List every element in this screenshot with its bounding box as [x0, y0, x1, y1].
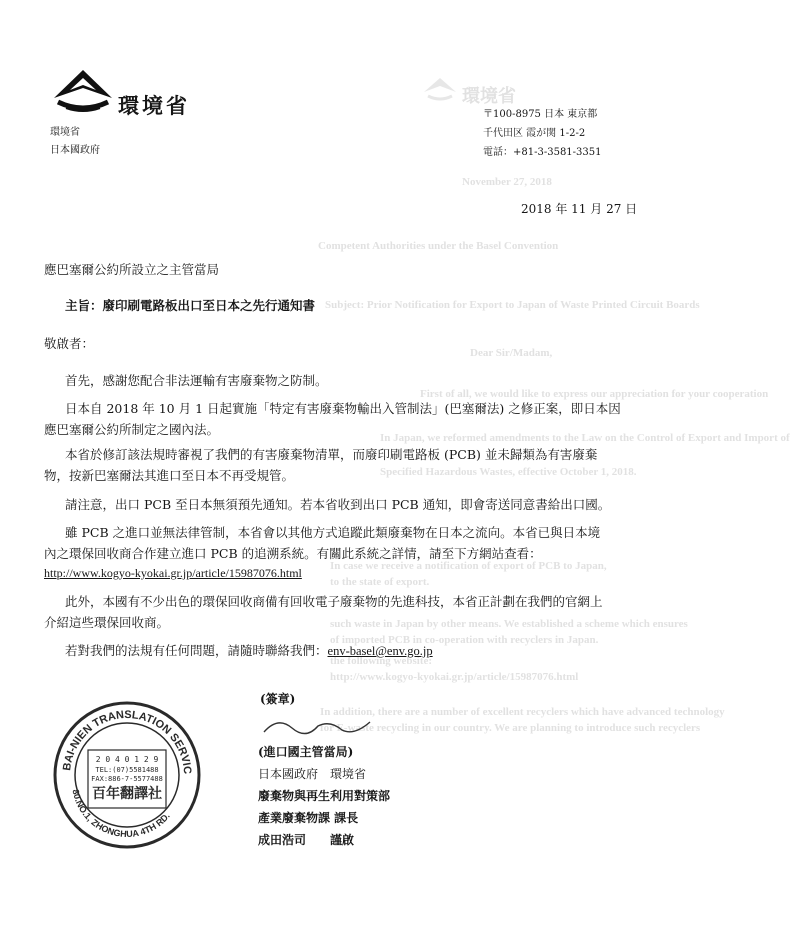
paragraph-4: 請注意，出口 PCB 至日本無須預先通知。若本省收到出口 PCB 通知，即會寄送同意書給出口國。 [65, 497, 611, 512]
ghost-line: http://www.kogyo-kyokai.gr.jp/article/15987076.html [330, 671, 579, 683]
recipient: 應巴塞爾公約所設立之主管當局 [44, 262, 220, 277]
contact-prompt: 若對我們的法規有任何問題，請隨時聯絡我們： [65, 643, 328, 658]
letter-date: 2018 年 11 月 27 日 [521, 202, 638, 216]
ghost-line: of imported PCB in co-operation with recyclers in Japan. [330, 634, 599, 646]
signature-line-4: 成田浩司 謹啟 [258, 833, 355, 847]
signature-line-1: 日本國政府 環境省 [258, 767, 367, 781]
paragraph-2-line-1: 日本自 2018 年 10 月 1 日起實施「特定有害廢棄物輸出入管制法」(巴塞爾法) 之修正案，即日本因 [65, 401, 621, 416]
ghost-recipient: Competent Authorities under the Basel Convention [318, 240, 559, 252]
signature-mark [258, 712, 378, 742]
ghost-salutation: Dear Sir/Madam, [470, 347, 553, 359]
ghost-line: In addition, there are a number of excellent recyclers which have advanced technology [320, 706, 725, 718]
phone-number: 電話：+81-3-3581-3351 [483, 147, 602, 158]
ghost-line: First of all, we would like to express our appreciation for your cooperation [420, 388, 769, 400]
signature-label: (簽章) [260, 692, 296, 706]
signature-line-2: 廢棄物與再生利用對策部 [258, 789, 391, 803]
sender-line-2: 日本國政府 [50, 145, 100, 156]
svg-text:TEL:(07)5581488: TEL:(07)5581488 [95, 766, 159, 774]
svg-text:80.NO.1, ZHONGHUA 4TH RD.: 80.NO.1, ZHONGHUA 4TH RD. [70, 788, 172, 840]
paragraph-6-line-2: 介紹這些環保回收商。 [44, 615, 170, 630]
ministry-logo-icon [52, 68, 114, 114]
subject-line: 主旨：廢印刷電路板出口至日本之先行通知書 [65, 298, 316, 313]
ghost-line: Specified Hazardous Wastes, effective October 1, 2018. [380, 466, 637, 478]
paragraph-1: 首先，感謝您配合非法運輸有害廢棄物之防制。 [65, 373, 328, 388]
paragraph-5-line-2: 內之環保回收商合作建立進口 PCB 的追溯系統。有關此系統之詳情，請至下方網站查看： [44, 546, 542, 561]
signature-authority: (進口國主管當局) [258, 745, 354, 759]
paragraph-7 [65, 640, 433, 662]
sender-line-1: 環境省 [50, 127, 80, 138]
paragraph-2-line-2: 應巴塞爾公約所制定之國內法。 [44, 422, 220, 437]
ghost-logo-word: 環境省 [462, 86, 516, 106]
signature-scribble-icon [258, 712, 378, 742]
translation-stamp [52, 700, 202, 850]
svg-text:2 0 4 0 1 2 9: 2 0 4 0 1 2 9 [95, 755, 159, 764]
ministry-name: 環境省 [118, 93, 190, 118]
address-street: 千代田区 霞が関 1-2-2 [483, 128, 586, 139]
ghost-date: November 27, 2018 [462, 176, 552, 188]
ghost-line: In case we receive a notification of export of PCB to Japan, [330, 560, 607, 572]
ghost-subject: Subject: Prior Notification for Export to Japan of Waste Printed Circuit Boards [325, 299, 700, 311]
svg-text:FAX:886-7-5577488: FAX:886-7-5577488 [91, 775, 163, 783]
ghost-line: In Japan, we reformed amendments to the Law on the Control of Export and Import of [380, 432, 790, 444]
svg-text:百年翻譯社: 百年翻譯社 [92, 786, 162, 802]
svg-text:BAI-NIEN TRANSLATION SERVICE: BAI-NIEN TRANSLATION SERVIC [61, 708, 194, 775]
paragraph-6-line-1: 此外，本國有不少出色的環保回收商備有回收電子廢棄物的先進科技，本省正計劃在我們的官網上 [65, 594, 603, 609]
salutation: 敬啟者： [44, 336, 95, 351]
paragraph-3-line-1: 本省於修訂該法規時審視了我們的有害廢棄物清單，而廢印刷電路板 (PCB) 並未歸類為有害廢棄 [65, 447, 598, 462]
paragraph-3-line-2: 物，按新巴塞爾法其進口至日本不再受規管。 [44, 468, 295, 483]
ghost-line: for E-waste recycling in our country. We are planning to introduce such recyclers [320, 722, 701, 734]
ghost-logo-icon [420, 72, 460, 106]
ghost-line: to the state of export. [330, 576, 430, 588]
paragraph-5-line-1: 雖 PCB 之進口並無法律管制，本省會以其他方式追蹤此類廢棄物在日本之流向。本省已與日本境 [65, 525, 601, 540]
ghost-line: the following website: [330, 655, 433, 667]
signature-line-3: 產業廢棄物課 課長 [258, 811, 359, 825]
address-postal: 〒100-8975 日本 東京都 [483, 109, 598, 120]
tracking-system-link[interactable]: http://www.kogyo-kyokai.gr.jp/article/15987076.html [44, 566, 302, 580]
ghost-line: such waste in Japan by other means. We established a scheme which ensures [330, 618, 688, 630]
translation-stamp-seal-icon [52, 700, 202, 850]
contact-email-link[interactable]: env-basel@env.go.jp [327, 644, 433, 658]
